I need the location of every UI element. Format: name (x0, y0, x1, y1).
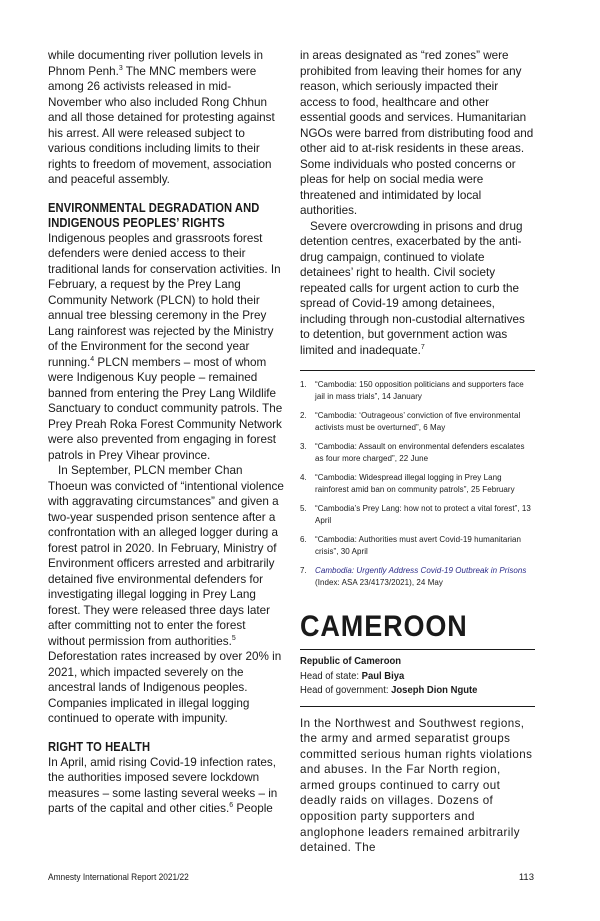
footnote-number: 5. (300, 504, 307, 513)
footnote-number: 6. (300, 535, 307, 544)
right-column (300, 48, 535, 856)
section-heading-health: RIGHT TO HEALTH (48, 738, 151, 754)
paragraph: Severe overcrowding in prisons and drug detention centres, exacerbated by the anti-drug campaign, continued to violate detainees’ right to health. Civil society repeated calls for urgent action to curb the spread of Covid-19 among detainees, including through non-custodial alternatives to detention, but government action was limited and inadequate.$^7$ (300, 219, 525, 357)
paragraph: In April, amid rising Covid-19 infection rates, the authorities imposed severe lockdown measures – some lasting several weeks – in parts of the capital and other cities.$^6$ People (48, 755, 278, 815)
footnote-ref[interactable]: 6 (229, 802, 234, 810)
head-of-government: Head of government: Joseph Dion Ngute (300, 685, 478, 696)
country-title: CAMEROON (300, 610, 468, 643)
footnote-ref[interactable]: 3 (118, 64, 123, 72)
footer-publication: Amnesty International Report 2021/22 (48, 872, 189, 883)
footnote-item: 4. “Cambodia: Widespread illegal logging in Prey Lang rainforest amid ban on community patrols”, 25 February (300, 473, 515, 494)
footnote-link[interactable]: Cambodia: Urgently Address Covid-19 Outbreak in Prisons (315, 566, 527, 575)
head-of-state: Head of state: Paul Biya (300, 670, 405, 682)
paragraph: while documenting river pollution levels in Phnom Penh.$^3$ The MNC members were among 26 activists released in mid-November who also included Rong Chhun and all those detained for protesting against his arrest. All were released subject to various conditions including limits to their rights to freedom of movement, association and peaceful assembly. (48, 49, 275, 186)
page-number: 113 (518, 872, 534, 883)
footnote-number: 3. (300, 442, 307, 451)
left-column (48, 48, 284, 817)
footnote-number: 2. (300, 411, 307, 420)
footnote-item: 3. “Cambodia: Assault on environmental defenders escalates as four more charged”, 22 June (300, 442, 525, 463)
section-heading-environment: ENVIRONMENTAL DEGRADATION AND INDIGENOUS PEOPLES’ RIGHTS (48, 199, 260, 230)
footnote-number: 4. (300, 473, 307, 482)
footnote-list (300, 379, 535, 589)
footnote-item: 5. “Cambodia’s Prey Lang: how not to protect a vital forest”, 13 April (300, 504, 531, 525)
lead-paragraph: In the Northwest and Southwest regions, the army and armed separatist groups committed serious human rights violations and abuses. In the Far North region, armed groups continued to carry out deadly raids on villages. Dozens of opposition party supporters and anglophone leaders remained arbitrarily detained. The (300, 716, 533, 855)
footnote-number: 1. (300, 380, 307, 389)
footnote-item: 7. Cambodia: Urgently Address Covid-19 Outbreak in Prisons (Index: ASA 23/4173/2021), 24 May (300, 566, 527, 587)
paragraph: Indigenous peoples and grassroots forest defenders were denied access to their traditional lands for conservation activities. In February, a request by the Prey Lang Community Network (PLCN) to hold their annual tree blessing ceremony in the Prey Lang rainforest was rejected by the Ministry of the Environment for the second year running.$^4$ PLCN members – most of whom were Indigenous Kuy people – remained banned from entering the Prey Lang Wildlife Sanctuary to conduct community patrols. The Prey Preah Roka Forest Community Network were also prevented from engaging in forest patrols in Prey Vihear province. (48, 231, 283, 462)
footnote-ref[interactable]: 5 (231, 634, 236, 642)
paragraph: in areas designated as “red zones” were prohibited from leaving their homes for any reason, which seriously impacted their access to food, healthcare and other essential goods and services. Humanitarian NGOs were barred from distributing food and other aid to at-risk residents in these areas. Some individuals who posted concerns or pleas for help on social media were threatened and intimidated by local authorities. (300, 49, 534, 217)
official-name: Republic of Cameroon (300, 656, 402, 667)
footnote-ref[interactable]: 4 (90, 355, 95, 363)
footnote-item: 6. “Cambodia: Authorities must avert Covid-19 humanitarian crisis”, 30 April (300, 535, 521, 556)
country-facts (300, 655, 535, 699)
footnote-divider (300, 370, 535, 371)
footnote-ref[interactable]: 7 (420, 343, 425, 351)
footnote-number: 7. (300, 566, 307, 575)
paragraph: In September, PLCN member Chan Thoeun was convicted of “intentional violence with aggravating circumstances” and given a two-year suspended prison sentence after a confrontation with an alleged logger during a forest patrol in 2020. In February, Ministry of Environment officers arrested and arbitrarily detained five environmental defenders for investigating illegal logging in Prey Lang forest. They were released three days later after committing not to enter the forest without permission from authorities.$^5$ Deforestation rates increased by over 20% in 2021, which impacted severely on the ancestral lands of Indigenous peoples. Companies implicated in illegal logging continued to operate with impunity. (48, 464, 284, 725)
footnote-item: 2. “Cambodia: ‘Outrageous’ conviction of five environmental activists must be overturned”, 6 May (300, 411, 521, 432)
footnote-item: 1. “Cambodia: 150 opposition politicians and supporters face jail in mass trials”, 14 January (300, 380, 524, 401)
title-divider (300, 649, 535, 650)
facts-divider (300, 706, 535, 707)
